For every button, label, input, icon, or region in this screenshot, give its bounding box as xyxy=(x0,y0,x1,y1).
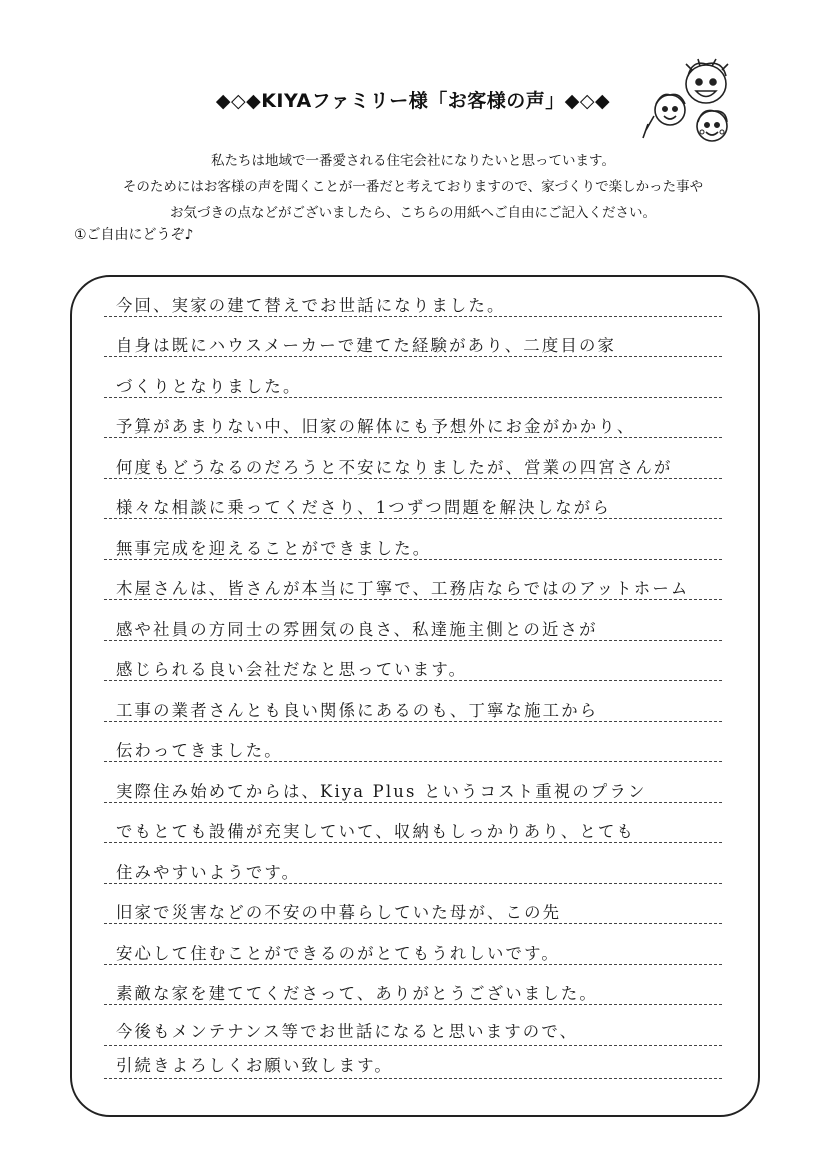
handwritten-line: 実際住み始めてからは、Kiya Plus というコスト重視のプラン xyxy=(116,782,647,801)
handwritten-line: 引続きよろしくお願い致します。 xyxy=(116,1056,393,1075)
handwritten-line: 自身は既にハウスメーカーで建てた経験があり、二度目の家 xyxy=(116,336,617,355)
handwritten-line: 安心して住むことができるのがとてもうれしいです。 xyxy=(116,944,560,963)
handwritten-line: 感や社員の方同士の雰囲気の良さ、私達施主側との近さが xyxy=(116,620,598,639)
handwritten-line: 様々な相談に乗ってくださり、1つずつ問題を解決しながら xyxy=(116,498,611,517)
handwritten-line: 伝わってきました。 xyxy=(116,741,283,760)
handwritten-line: 予算があまりない中、旧家の解体にも予想外にお金がかかり、 xyxy=(116,417,636,436)
handwritten-line: 無事完成を迎えることができました。 xyxy=(116,539,432,558)
handwritten-line: 住みやすいようです。 xyxy=(116,863,301,882)
handwritten-line: 何度もどうなるのだろうと不安になりましたが、営業の四宮さんが xyxy=(116,458,673,477)
handwritten-line: でもとても設備が充実していて、収納もしっかりあり、とても xyxy=(116,822,636,841)
handwritten-line: づくりとなりました。 xyxy=(116,377,302,396)
handwritten-line: 素敵な家を建ててくださって、ありがとうございました。 xyxy=(116,984,598,1003)
free-comment-prompt: ①ご自由にどうぞ♪ xyxy=(74,227,194,243)
intro-line-1: 私たちは地域で一番愛される住宅会社になりたいと思っています。 xyxy=(211,153,615,169)
handwritten-line: 今後もメンテナンス等でお世話になると思いますので、 xyxy=(116,1022,579,1041)
handwritten-line: 感じられる良い会社だなと思っています。 xyxy=(116,660,468,679)
handwritten-line: 今回、実家の建て替えでお世話になりました。 xyxy=(116,296,506,315)
handwritten-line: 工事の業者さんとも良い関係にあるのも、丁寧な施工から xyxy=(116,701,599,720)
handwritten-line: 木屋さんは、皆さんが本当に丁寧で、工務店ならではのアットホーム xyxy=(116,579,690,598)
handwritten-line: 旧家で災害などの不安の中暮らしていた母が、この先 xyxy=(116,903,562,922)
intro-line-2: そのためにはお客様の声を聞くことが一番だと考えておりますので、家づくりで楽しかった事や xyxy=(122,179,704,195)
family-faces-icon xyxy=(640,58,750,150)
page-title: ◆◇◆KIYAファミリー様「お客様の声」◆◇◆ xyxy=(215,90,611,112)
intro-line-3: お気づきの点などがございましたら、こちらの用紙へご自由にご記入ください。 xyxy=(170,205,656,221)
